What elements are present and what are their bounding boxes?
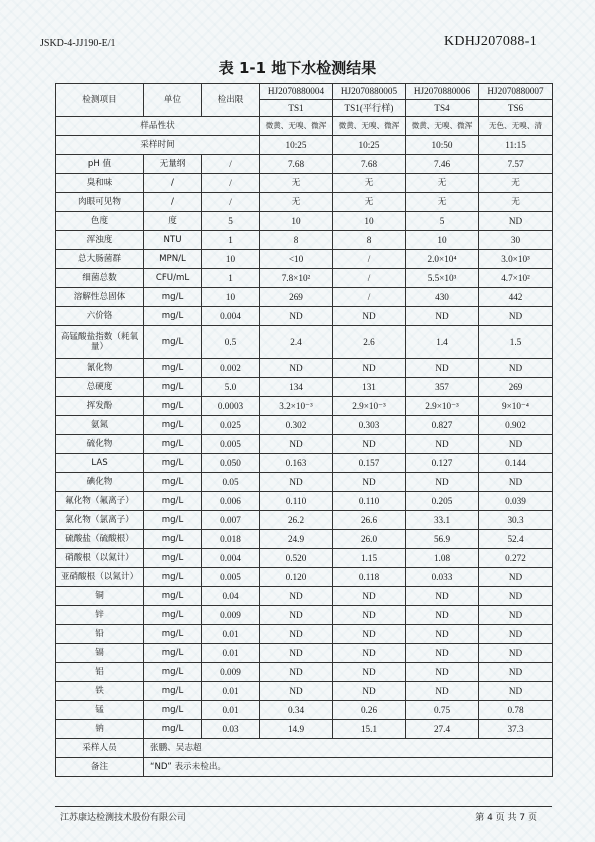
item-unit: 无量纲 [144, 155, 202, 174]
item-name: 氯化物（氯离子） [56, 511, 144, 530]
item-name: 硝酸根（以氮计） [56, 549, 144, 568]
document-code: JSKD-4-JJ190-E/1 [40, 38, 116, 49]
samplers-label: 采样人员 [56, 739, 144, 758]
sample-time-label: 采样时间 [56, 136, 260, 155]
item-name: 硫酸盐（硫酸根） [56, 530, 144, 549]
result-value: 26.0 [333, 530, 406, 549]
result-value: 0.78 [479, 701, 553, 720]
header-row [56, 84, 553, 117]
report-number: KDHJ207088-1 [443, 34, 537, 49]
item-unit: / [144, 174, 202, 193]
result-value: 430 [406, 288, 479, 307]
item-unit: CFU/mL [144, 269, 202, 288]
item-name: 色度 [56, 212, 144, 231]
result-value: 2.6 [333, 326, 406, 359]
detection-limit: 1 [202, 269, 260, 288]
item-name: 肉眼可见物 [56, 193, 144, 212]
table-row [56, 307, 553, 326]
result-value: ND [479, 212, 553, 231]
table-row [56, 378, 553, 397]
item-name: 镉 [56, 644, 144, 663]
item-name: 硫化物 [56, 435, 144, 454]
result-value: <10 [260, 250, 333, 269]
result-value: / [333, 250, 406, 269]
item-unit: mg/L [144, 511, 202, 530]
result-value: 2.4 [260, 326, 333, 359]
detection-limit: 0.01 [202, 644, 260, 663]
result-value: 10 [333, 212, 406, 231]
table-row [56, 511, 553, 530]
result-value: 0.144 [479, 454, 553, 473]
detection-limit: 0.007 [202, 511, 260, 530]
header-sample-1: HJ2070880004 TS1 [260, 84, 333, 117]
detection-limit: 5 [202, 212, 260, 231]
item-unit: mg/L [144, 454, 202, 473]
page-number: 第 4 页 共 7 页 [475, 813, 537, 823]
detection-limit: 0.009 [202, 663, 260, 682]
item-unit: mg/L [144, 587, 202, 606]
result-value: 0.827 [406, 416, 479, 435]
detection-limit: 0.01 [202, 701, 260, 720]
table-row [56, 174, 553, 193]
result-value: 30 [479, 231, 553, 250]
result-value: 0.272 [479, 549, 553, 568]
result-value: 7.68 [260, 155, 333, 174]
item-name: 高锰酸盐指数（耗氧量） [56, 326, 144, 359]
header-sample-2: HJ2070880005 TS1(平行样) [333, 84, 406, 117]
table-row [56, 530, 553, 549]
item-unit: mg/L [144, 307, 202, 326]
detection-limit: 0.0003 [202, 397, 260, 416]
result-value: 0.157 [333, 454, 406, 473]
detection-limit: 0.004 [202, 549, 260, 568]
item-unit: mg/L [144, 378, 202, 397]
detection-limit: 1 [202, 231, 260, 250]
result-value: ND [333, 587, 406, 606]
item-name: 铜 [56, 587, 144, 606]
item-unit: 度 [144, 212, 202, 231]
detection-limit: 0.01 [202, 625, 260, 644]
result-value: 0.163 [260, 454, 333, 473]
item-unit: mg/L [144, 701, 202, 720]
result-value: 37.3 [479, 720, 553, 739]
table-row [56, 155, 553, 174]
detection-limit: 0.006 [202, 492, 260, 511]
result-value: ND [333, 682, 406, 701]
table-row [56, 492, 553, 511]
result-value: 0.110 [333, 492, 406, 511]
result-value: 10 [260, 212, 333, 231]
result-value: / [333, 269, 406, 288]
result-value: / [333, 288, 406, 307]
item-name: 六价铬 [56, 307, 144, 326]
samplers-row [56, 739, 553, 758]
result-value: 357 [406, 378, 479, 397]
table-row [56, 701, 553, 720]
sample-property-value: 微黄、无嗅、微浑 [333, 117, 406, 136]
sample-property-label: 样品性状 [56, 117, 260, 136]
item-name: LAS [56, 454, 144, 473]
detection-limit: 0.025 [202, 416, 260, 435]
result-value: ND [260, 625, 333, 644]
detection-limit: 0.05 [202, 473, 260, 492]
result-value: 无 [406, 174, 479, 193]
item-unit: / [144, 193, 202, 212]
remark-value: “ND” 表示未检出。 [144, 758, 553, 777]
result-value: 0.902 [479, 416, 553, 435]
result-value: 无 [479, 193, 553, 212]
sample-time-row [56, 136, 553, 155]
detection-limit: / [202, 193, 260, 212]
result-value: 2.0×10⁴ [406, 250, 479, 269]
table-row [56, 435, 553, 454]
item-name: 锰 [56, 701, 144, 720]
table-row [56, 663, 553, 682]
table-row [56, 454, 553, 473]
result-value: ND [333, 435, 406, 454]
result-value: ND [260, 359, 333, 378]
remark-label: 备注 [56, 758, 144, 777]
table-row [56, 587, 553, 606]
item-unit: mg/L [144, 663, 202, 682]
result-value: 无 [260, 193, 333, 212]
remark-row [56, 758, 553, 777]
item-name: 氟化物（氟离子） [56, 492, 144, 511]
result-value: ND [406, 587, 479, 606]
result-value: 0.120 [260, 568, 333, 587]
table-row [56, 625, 553, 644]
result-value: ND [260, 682, 333, 701]
result-value: 0.039 [479, 492, 553, 511]
result-value: ND [479, 473, 553, 492]
result-value: 7.68 [333, 155, 406, 174]
detection-limit: 0.009 [202, 606, 260, 625]
result-value: 0.118 [333, 568, 406, 587]
detection-limit: 5.0 [202, 378, 260, 397]
table-row [56, 212, 553, 231]
item-unit: mg/L [144, 549, 202, 568]
item-unit: mg/L [144, 359, 202, 378]
footer-divider [55, 806, 552, 807]
samplers-value: 张鹏、吴志超 [144, 739, 553, 758]
result-value: 33.1 [406, 511, 479, 530]
item-name: 碘化物 [56, 473, 144, 492]
result-value: 无 [333, 174, 406, 193]
result-value: 442 [479, 288, 553, 307]
results-table [55, 83, 553, 777]
result-value: ND [333, 359, 406, 378]
table-row [56, 644, 553, 663]
result-value: 0.26 [333, 701, 406, 720]
item-name: 钠 [56, 720, 144, 739]
result-value: 7.57 [479, 155, 553, 174]
sample-property-value: 无色、无嗅、清 [479, 117, 553, 136]
table-row [56, 288, 553, 307]
table-row [56, 250, 553, 269]
detection-limit: / [202, 155, 260, 174]
item-name: 铝 [56, 663, 144, 682]
sample-time-value: 11:15 [479, 136, 553, 155]
detection-limit: 0.5 [202, 326, 260, 359]
result-value: ND [479, 587, 553, 606]
result-value: 0.205 [406, 492, 479, 511]
detection-limit: 0.04 [202, 587, 260, 606]
result-value: 269 [479, 378, 553, 397]
result-value: 5.5×10³ [406, 269, 479, 288]
detection-limit: 0.050 [202, 454, 260, 473]
result-value: 3.0×10³ [479, 250, 553, 269]
item-unit: mg/L [144, 606, 202, 625]
item-name: 铅 [56, 625, 144, 644]
item-name: 亚硝酸根（以氮计） [56, 568, 144, 587]
result-value: ND [406, 682, 479, 701]
result-value: ND [333, 644, 406, 663]
table-row [56, 231, 553, 250]
result-value: ND [260, 644, 333, 663]
result-value: 56.9 [406, 530, 479, 549]
item-unit: mg/L [144, 530, 202, 549]
table-row [56, 606, 553, 625]
result-value: 9×10⁻⁴ [479, 397, 553, 416]
result-value: ND [260, 663, 333, 682]
table-row [56, 326, 553, 359]
result-value: 24.9 [260, 530, 333, 549]
page-title: 表 1-1 地下水检测结果 [218, 59, 377, 77]
result-value: ND [479, 606, 553, 625]
result-value: ND [479, 568, 553, 587]
result-value: 52.4 [479, 530, 553, 549]
detection-limit: 10 [202, 288, 260, 307]
result-value: 0.033 [406, 568, 479, 587]
table-row [56, 682, 553, 701]
result-value: 269 [260, 288, 333, 307]
result-value: 0.34 [260, 701, 333, 720]
sample-time-value: 10:25 [333, 136, 406, 155]
item-name: 锌 [56, 606, 144, 625]
result-value: ND [333, 307, 406, 326]
item-name: 挥发酚 [56, 397, 144, 416]
item-name: 氰化物 [56, 359, 144, 378]
sample-time-value: 10:25 [260, 136, 333, 155]
table-row [56, 568, 553, 587]
result-value: ND [260, 587, 333, 606]
result-value: ND [479, 435, 553, 454]
header-unit: 单位 [144, 84, 202, 117]
item-unit: MPN/L [144, 250, 202, 269]
sample-property-row [56, 117, 553, 136]
sample-time-value: 10:50 [406, 136, 479, 155]
item-unit: mg/L [144, 492, 202, 511]
result-value: 无 [479, 174, 553, 193]
result-value: 8 [260, 231, 333, 250]
item-unit: mg/L [144, 568, 202, 587]
detection-limit: 0.01 [202, 682, 260, 701]
table-row [56, 416, 553, 435]
detection-limit: 0.018 [202, 530, 260, 549]
result-value: ND [479, 663, 553, 682]
item-name: 细菌总数 [56, 269, 144, 288]
sample-property-value: 微黄、无嗅、微浑 [406, 117, 479, 136]
result-value: 14.9 [260, 720, 333, 739]
item-name: 浑浊度 [56, 231, 144, 250]
item-unit: mg/L [144, 644, 202, 663]
result-value: ND [406, 606, 479, 625]
table-row [56, 397, 553, 416]
header-sample-4: HJ2070880007 TS6 [479, 84, 553, 117]
result-value: ND [406, 625, 479, 644]
header-sample-3: HJ2070880006 TS4 [406, 84, 479, 117]
result-value: 0.303 [333, 416, 406, 435]
result-value: 0.302 [260, 416, 333, 435]
result-value: 10 [406, 231, 479, 250]
result-value: 27.4 [406, 720, 479, 739]
result-value: 26.2 [260, 511, 333, 530]
sample-property-value: 微黄、无嗅、微浑 [260, 117, 333, 136]
result-value: ND [479, 307, 553, 326]
result-value: 131 [333, 378, 406, 397]
result-value: ND [406, 307, 479, 326]
result-value: ND [479, 644, 553, 663]
item-unit: mg/L [144, 416, 202, 435]
result-value: ND [260, 307, 333, 326]
result-value: 2.9×10⁻³ [333, 397, 406, 416]
result-value: 134 [260, 378, 333, 397]
result-value: 15.1 [333, 720, 406, 739]
result-value: ND [406, 663, 479, 682]
result-value: ND [406, 473, 479, 492]
result-value: 0.520 [260, 549, 333, 568]
result-value: ND [406, 435, 479, 454]
detection-limit: / [202, 174, 260, 193]
item-unit: mg/L [144, 720, 202, 739]
result-value: ND [260, 435, 333, 454]
item-unit: mg/L [144, 625, 202, 644]
result-value: 7.8×10² [260, 269, 333, 288]
result-value: 1.08 [406, 549, 479, 568]
result-value: 7.46 [406, 155, 479, 174]
result-value: 无 [333, 193, 406, 212]
result-value: 1.5 [479, 326, 553, 359]
result-value: ND [479, 359, 553, 378]
result-value: 4.7×10² [479, 269, 553, 288]
item-name: 总硬度 [56, 378, 144, 397]
result-value: ND [260, 473, 333, 492]
result-value: 0.127 [406, 454, 479, 473]
detection-limit: 0.004 [202, 307, 260, 326]
item-name: pH 值 [56, 155, 144, 174]
item-name: 溶解性总固体 [56, 288, 144, 307]
result-value: 0.110 [260, 492, 333, 511]
result-value: ND [333, 606, 406, 625]
result-value: 无 [406, 193, 479, 212]
result-value: 2.9×10⁻³ [406, 397, 479, 416]
header-limit: 检出限 [202, 84, 260, 117]
result-value: ND [333, 473, 406, 492]
company-name: 江苏康达检测技术股份有限公司 [60, 813, 187, 823]
result-value: ND [333, 625, 406, 644]
result-value: 5 [406, 212, 479, 231]
detection-limit: 0.005 [202, 435, 260, 454]
result-value: ND [406, 644, 479, 663]
item-unit: mg/L [144, 288, 202, 307]
result-value: 26.6 [333, 511, 406, 530]
result-value: 3.2×10⁻³ [260, 397, 333, 416]
header-item: 检测项目 [56, 84, 144, 117]
detection-limit: 0.03 [202, 720, 260, 739]
item-unit: mg/L [144, 435, 202, 454]
item-unit: NTU [144, 231, 202, 250]
detection-limit: 0.005 [202, 568, 260, 587]
result-value: 30.3 [479, 511, 553, 530]
result-value: ND [479, 625, 553, 644]
detection-limit: 10 [202, 250, 260, 269]
result-value: ND [479, 682, 553, 701]
table-row [56, 473, 553, 492]
item-unit: mg/L [144, 473, 202, 492]
item-name: 铁 [56, 682, 144, 701]
result-value: ND [260, 606, 333, 625]
result-value: 8 [333, 231, 406, 250]
item-unit: mg/L [144, 682, 202, 701]
result-value: ND [333, 663, 406, 682]
result-value: 0.75 [406, 701, 479, 720]
result-value: 无 [260, 174, 333, 193]
table-row [56, 720, 553, 739]
item-name: 氨氮 [56, 416, 144, 435]
item-name: 臭和味 [56, 174, 144, 193]
detection-limit: 0.002 [202, 359, 260, 378]
item-unit: mg/L [144, 397, 202, 416]
table-row [56, 193, 553, 212]
item-name: 总大肠菌群 [56, 250, 144, 269]
result-value: ND [406, 359, 479, 378]
table-row [56, 269, 553, 288]
result-value: 1.15 [333, 549, 406, 568]
table-row [56, 359, 553, 378]
result-value: 1.4 [406, 326, 479, 359]
item-unit: mg/L [144, 326, 202, 359]
table-row [56, 549, 553, 568]
